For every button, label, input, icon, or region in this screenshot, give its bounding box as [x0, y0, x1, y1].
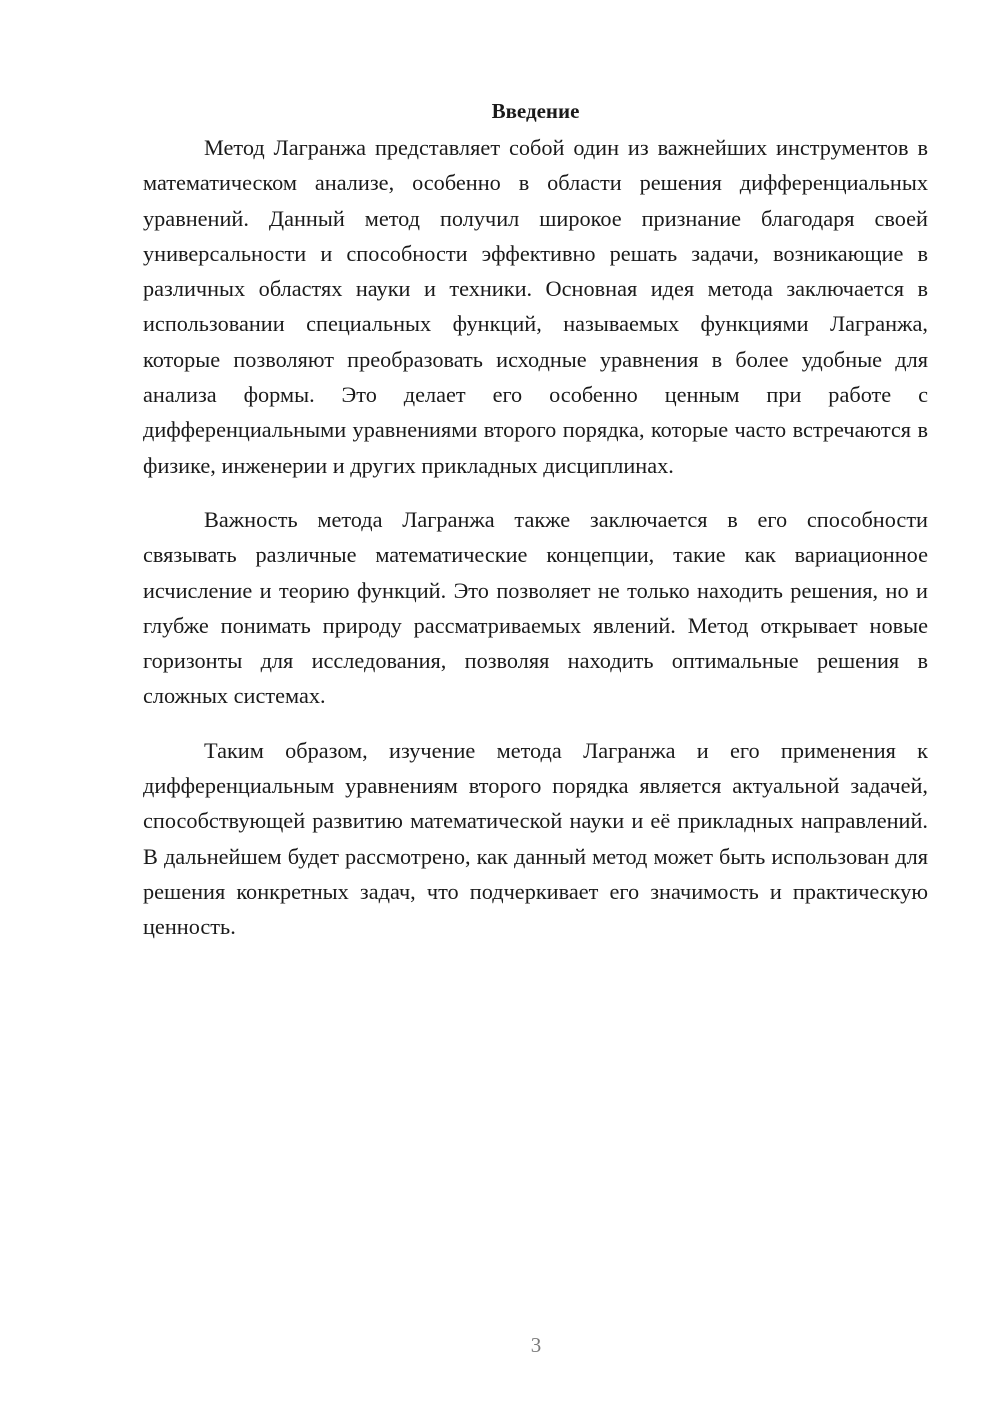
page-content [143, 96, 928, 945]
page-number: 3 [530, 1333, 542, 1357]
paragraph-2: Важность метода Лагранжа также заключается в его способности связывать различные математические концепции, такие как вариационное исчисление и теорию функций. Это позволяет не только находить решения, но и глубже понимать природу рассматриваемых явлений. Метод открывает новые горизонты для исследования, позволяя находить оптимальные решения в сложных системах. [143, 506, 928, 709]
paragraph-3: Таким образом, изучение метода Лагранжа и его применения к дифференциальным уравнениям второго порядка является актуальной задачей, способствующей развитию математической науки и её прикладных направлений. В дальнейшем будет рассмотрено, как данный метод может быть использован для решения конкретных задач, что подчеркивает его значимость и практическую ценность. [143, 737, 928, 940]
section-title: Введение [491, 99, 580, 123]
paragraph-1: Метод Лагранжа представляет собой один из важнейших инструментов в математическом анализе, особенно в области решения дифференциальных уравнений. Данный метод получил широкое признание благодаря своей универсальности и способности эффективно решать задачи, возникающие в различных областях науки и техники. Основная идея метода заключается в использовании специальных функций, называемых функциями Лагранжа, которые позволяют преобразовать исходные уравнения в более удобные для анализа формы. Это делает его особенно ценным при работе с дифференциальными уравнениями второго порядка, которые часто встречаются в физике, инженерии и других прикладных дисциплинах. [143, 135, 928, 478]
